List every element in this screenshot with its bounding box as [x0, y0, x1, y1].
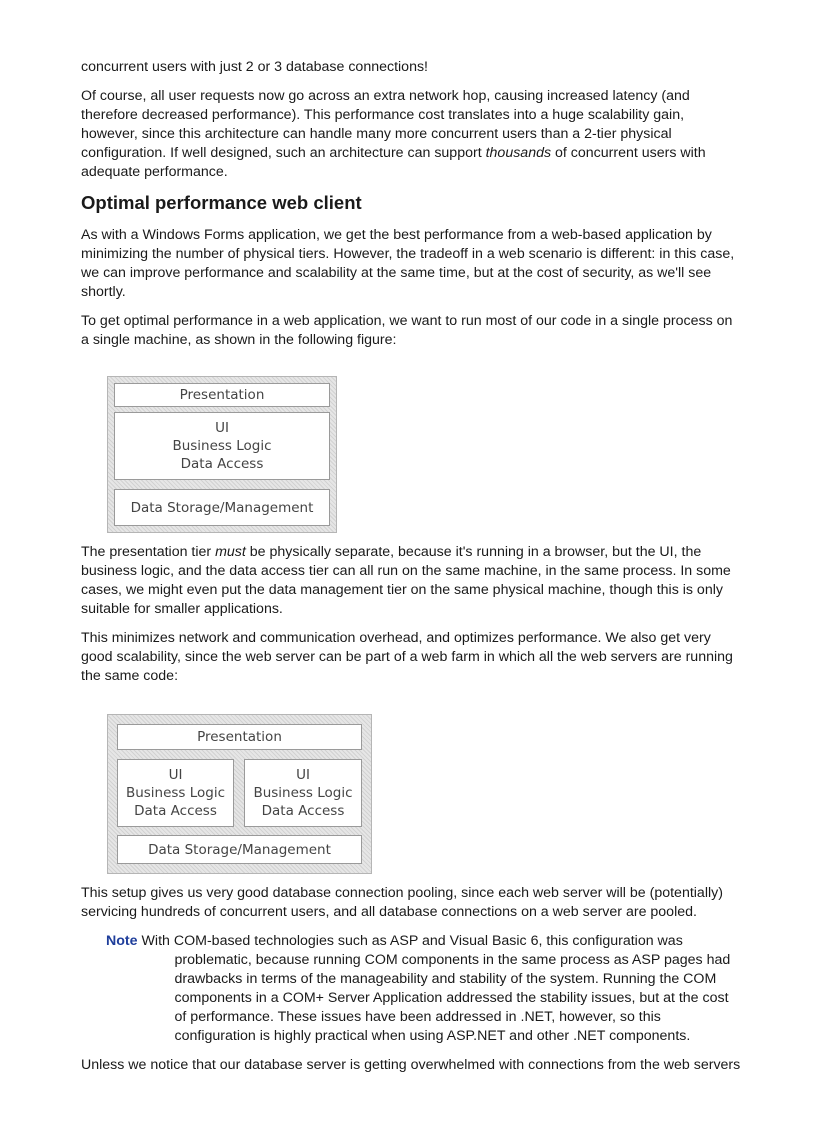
note-block	[106, 932, 741, 1046]
figure-1-ui-label: UI	[215, 420, 229, 436]
paragraph-6: This minimizes network and communication overhead, and optimizes performance. We also get very good scalability, since the web server can be part of a web farm in which all the web servers are running the same code:	[81, 630, 733, 684]
figure-2-storage-box	[117, 835, 362, 864]
paragraph-2-end: of concurrent users with adequate performance.	[81, 145, 706, 180]
figure-2-left-ui-label: UI	[168, 767, 183, 783]
figure-2-storage-label: Data Storage/Management	[148, 841, 331, 858]
note-label: Note	[106, 933, 138, 949]
paragraph-2-text: Of course, all user requests now go across an extra network hop, causing increased latency (and therefore decreased performance). This performance cost translates into a huge scalability gain, however, since this architecture can handle many more concurrent users than a 2-tier physical configuration. If well designed, such an architecture can support	[81, 88, 690, 161]
figure-1-data-access-label: Data Access	[180, 456, 264, 472]
note-text: With COM-based technologies such as ASP and Visual Basic 6, this configuration was problematic, because running COM components in the same process as ASP pages had drawbacks in terms of the manageability and stability of the system. Running the COM components in a COM+ Server Application addressed the stability issues, but at the cost of performance. These issues have been addressed in .NET, however, so this configuration is highly practical when using ASP.NET and other .NET components.	[141, 933, 731, 1044]
figure-1-presentation-label: Presentation	[179, 387, 265, 403]
figure-2-presentation-label: Presentation	[197, 729, 282, 745]
figure-2-left-server-box	[117, 759, 234, 827]
figure-1-storage-label: Data Storage/Management	[130, 499, 314, 516]
figure-1-business-logic-label: Business Logic	[172, 438, 272, 454]
paragraph-1: concurrent users with just 2 or 3 database connections!	[81, 59, 428, 75]
figure-2-left-business-logic-label: Business Logic	[125, 785, 226, 801]
paragraph-2	[81, 87, 741, 182]
figure-2-right-data-access-label: Data Access	[261, 803, 345, 819]
paragraph-5-text: The presentation tier	[81, 544, 216, 560]
paragraph-5-emphasis: must	[215, 544, 246, 560]
paragraph-7: This setup gives us very good database connection pooling, since each web server will be (potentially) servicing hundreds of concurrent users, and all database connections on a web server are pooled.	[81, 885, 723, 920]
paragraph-3: As with a Windows Forms application, we get the best performance from a web-based application by minimizing the number of physical tiers. However, the tradeoff in a web scenario is different: in this case, we can improve performance and scalability at the same time, but at the cost of security, as we'll see shortly.	[81, 227, 735, 300]
paragraph-4: To get optimal performance in a web application, we want to run most of our code in a single process on a single machine, as shown in the following figure:	[81, 313, 733, 348]
figure-single-process	[107, 376, 337, 533]
paragraph-5-end: be physically separate, because it's running in a browser, but the UI, the business logic, and the data access tier can all run on the same machine, in the same process. In some cases, we might even put the data management tier on the same physical machine, though this is only suitable for smaller applications.	[81, 544, 731, 617]
figure-2-right-ui-label: UI	[296, 767, 310, 783]
figure-2-right-business-logic-label: Business Logic	[253, 785, 353, 801]
paragraph-5	[81, 543, 741, 619]
figure-2-right-server-box	[244, 759, 362, 827]
figure-2-left-data-access-label: Data Access	[134, 803, 217, 819]
figure-2-presentation-box	[117, 724, 362, 750]
paragraph-8: Unless we notice that our database server is getting overwhelmed with connections from the web servers	[81, 1057, 741, 1073]
figure-web-farm	[107, 714, 372, 874]
page-content	[81, 58, 741, 1085]
figure-1-presentation-box	[114, 383, 330, 407]
section-heading: Optimal performance web client	[81, 192, 362, 213]
figure-1-process-box	[114, 412, 330, 480]
paragraph-2-emphasis: thousands	[485, 145, 552, 161]
figure-1-storage-box	[114, 489, 330, 526]
